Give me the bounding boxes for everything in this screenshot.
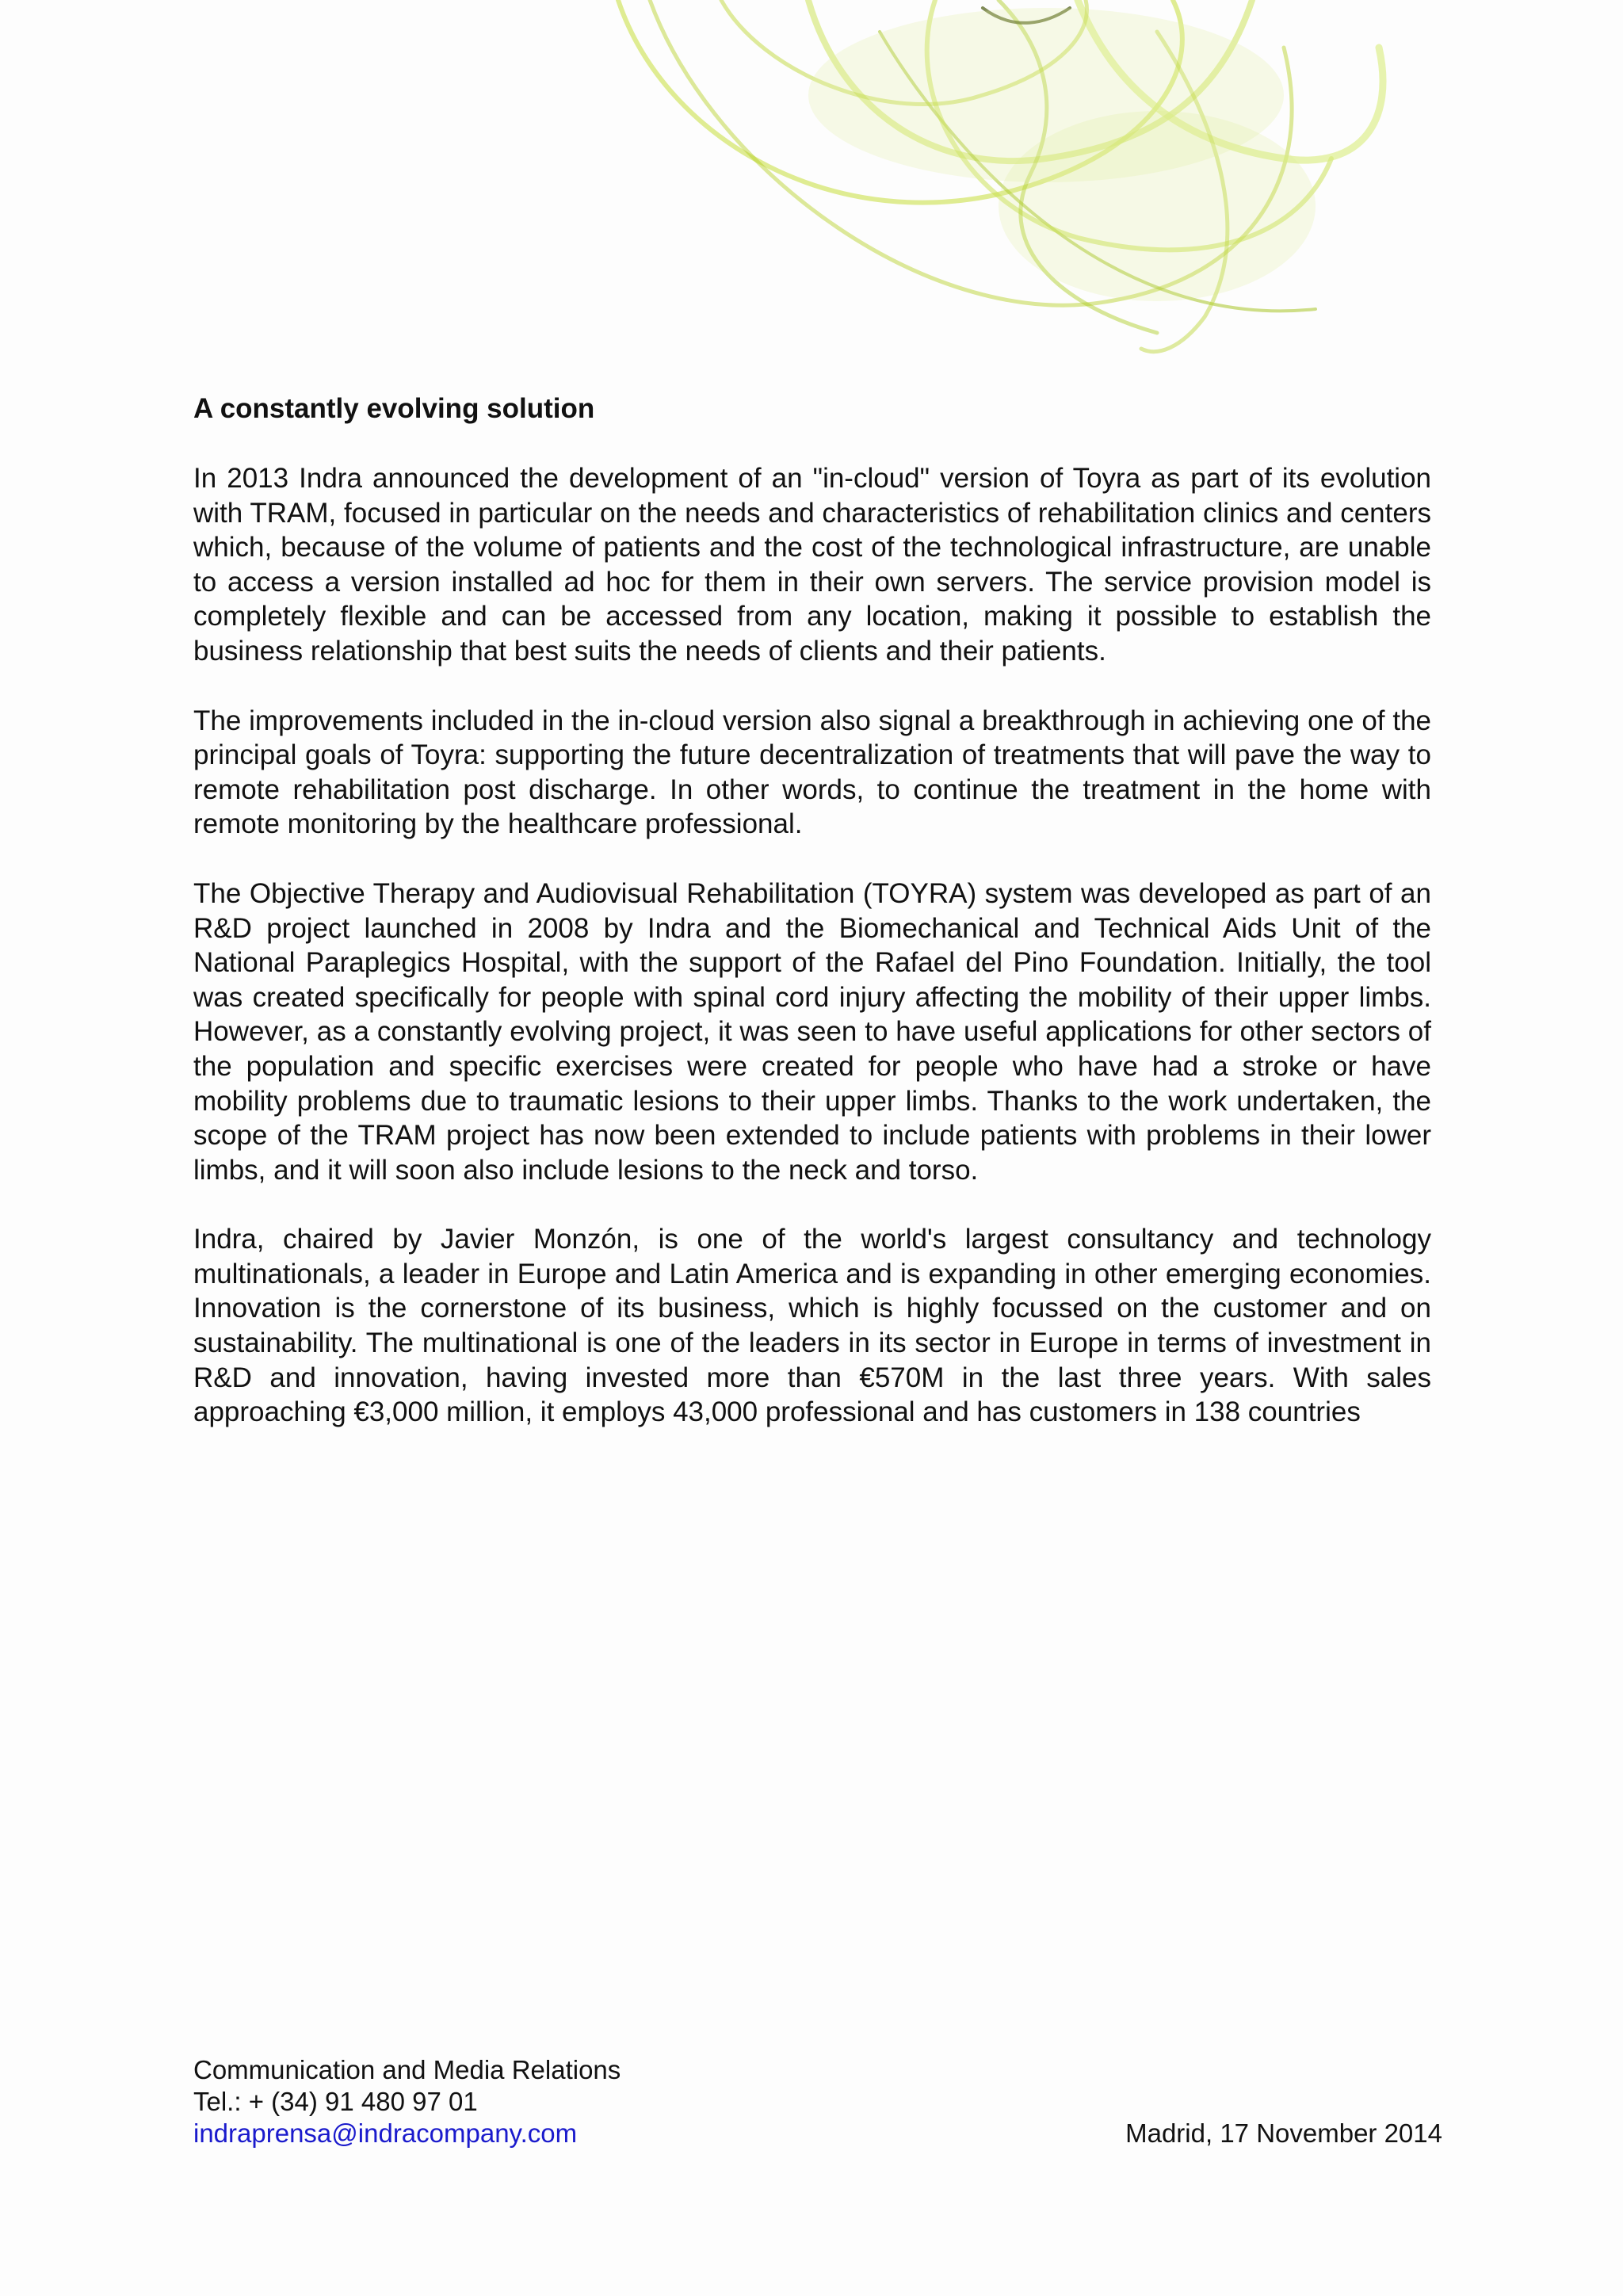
paragraph-improvements: The improvements included in the in-cloud version also signal a breakthrough in achieving one of the principal goals of Toyra: supporting the future decentralization of treatments that will pave the way to remote rehabilitation post discharge. In other words, to continue the treatment in the home with remote monitoring by the healthcare professional. — [193, 705, 1431, 840]
contact-footer — [193, 2054, 1442, 2149]
phone-number: Tel.: + (34) 91 480 97 01 — [193, 2087, 478, 2116]
paragraph-toyra-system: The Objective Therapy and Audiovisual Rehabilitation (TOYRA) system was developed as part of an R&D project launched in 2008 by Indra and the Biomechanical and Technical Aids Unit of the National Paraplegics Hospital, with the support of the Rafael del Pino Foundation. Initially, the tool was created specifically for people with spinal cord injury affecting the mobility of their upper limbs. However, as a constantly evolving project, it was seen to have useful applications for other sectors of the population and specific exercises were created for people who have had a stroke or have mobility problems due to traumatic lesions to their upper limbs. Thanks to the work undertaken, the scope of the TRAM project has now been extended to include patients with problems in their lower limbs, and it will soon also include lesions to the neck and torso. — [193, 877, 1431, 1186]
department-label: Communication and Media Relations — [193, 2055, 621, 2084]
section-heading: A constantly evolving solution — [193, 393, 595, 424]
email-link[interactable]: indraprensa@indracompany.com — [193, 2118, 578, 2148]
release-date: Madrid, 17 November 2014 — [1125, 2118, 1442, 2148]
green-swirl-decoration — [602, 0, 1411, 365]
paragraph-indra-profile: Indra, chaired by Javier Monzón, is one of the world's largest consultancy and technology multinationals, a leader in Europe and Latin America and is expanding in other emerging economies. Innovation is the cornerstone of its business, which is highly focussed on the customer and on sustainability. The multinational is one of the leaders in its sector in Europe in terms of investment in R&D and innovation, having invested more than €570M in the last three years. With sales approaching €3,000 million, it employs 43,000 professional and has customers in 138 countries — [193, 1224, 1431, 1428]
article-body — [193, 392, 1431, 1465]
paragraph-in-cloud: In 2013 Indra announced the development of an "in-cloud" version of Toyra as part of its evolution with TRAM, focused in particular on the needs and characteristics of rehabilitation clinics and centers which, because of the volume of patients and the cost of the technological infrastructure, are unable to access a version installed ad hoc for them in their own servers. The service provision model is completely flexible and can be accessed from any location, making it possible to establish the business relationship that best suits the needs of clients and their patients. — [193, 463, 1431, 667]
swirl-glow — [999, 111, 1316, 301]
